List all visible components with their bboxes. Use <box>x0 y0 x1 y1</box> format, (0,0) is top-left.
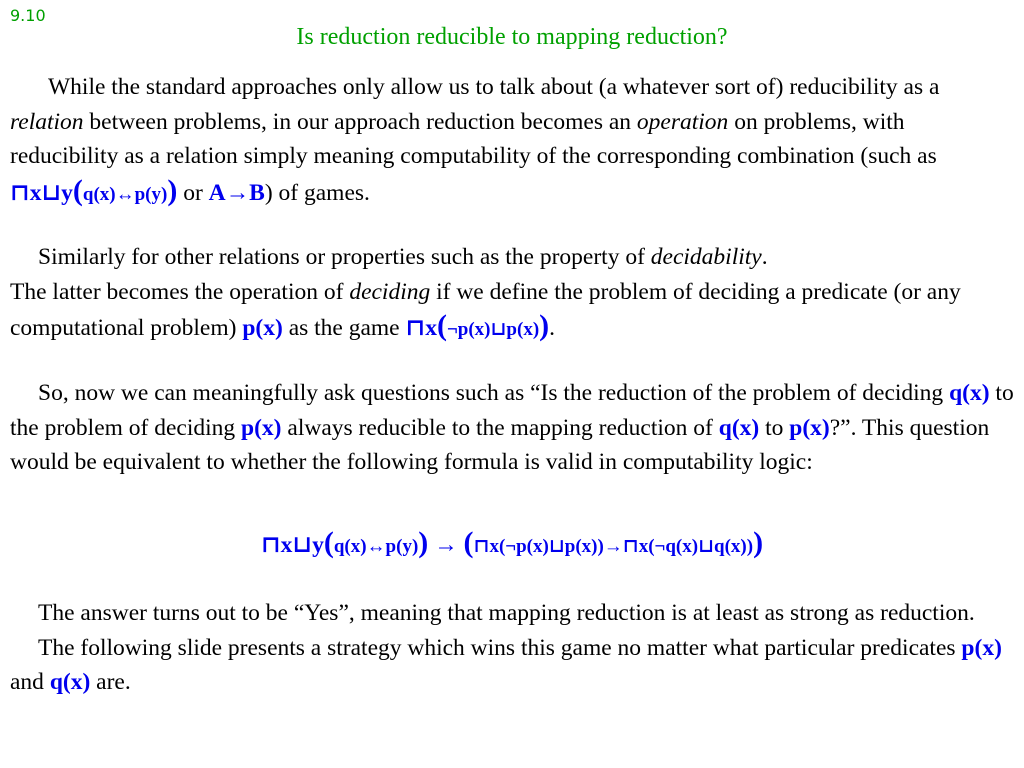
formula-reduction-body: ⊓x(¬p(x)⊔p(x))→⊓x(¬q(x)⊔q(x)) <box>473 536 754 557</box>
p3-text-5: ?”. This question would be equivalent to whether the following formula is valid in computability logic: <box>10 414 990 475</box>
formula-prefix: ⊓x⊔y <box>260 532 324 558</box>
p3-text-2: to the problem of deciding <box>10 380 1014 441</box>
paragraph-decidability <box>10 240 1016 348</box>
p1-formula-reduction-prefix: ⊓x⊔y <box>10 179 73 206</box>
p2-formula-paren-close: ) <box>539 309 550 342</box>
p1-formula-paren-open: ( <box>72 173 83 207</box>
p3-text-3: always reducible to the mapping reduction of <box>281 414 719 441</box>
p1-text-5: ) of games. <box>264 179 370 206</box>
p2-text-3: The latter becomes the operation of <box>10 278 350 305</box>
p2-text-1: Similarly for other relations or properties such as the property of <box>38 244 651 270</box>
p4-formula-q: q(x) <box>49 669 91 695</box>
p2-formula-game-prefix: ⊓x <box>405 315 437 341</box>
p4-text-1: The answer turns out to be “Yes”, meaning that mapping reduction is at least as strong as reduction. <box>38 600 975 626</box>
formula-mapping-body: q(x)↔p(y) <box>333 536 419 557</box>
p3-formula-p: p(x) <box>241 414 282 441</box>
p1-formula-reduction-body: q(x)↔p(y) <box>82 183 168 205</box>
p3-text-4: to <box>759 414 790 441</box>
formula-paren-open-1: ( <box>323 526 334 559</box>
paragraph-question <box>10 376 1016 480</box>
p2-text-6: . <box>549 315 556 341</box>
p1-formula-paren-close: ) <box>167 173 178 207</box>
p2-emphasis-decidability: decidability <box>650 244 762 270</box>
formula-paren-close-1: ) <box>418 526 429 559</box>
p2-text-5: as the game <box>282 315 406 341</box>
p1-text-1: While the standard approaches only allow us to talk about (a whatever sort of) reducibility as a <box>48 74 940 100</box>
p2-text-4: if we define the problem of deciding a predicate (or any computational problem) <box>10 278 961 341</box>
p4-formula-p: p(x) <box>961 634 1002 661</box>
p3-formula-q-2: q(x) <box>718 414 760 441</box>
p1-emphasis-relation: relation <box>10 108 84 135</box>
p2-formula-game-body: ¬p(x)⊔p(x) <box>446 319 540 340</box>
formula-paren-close-2: ) <box>753 526 764 559</box>
p3-formula-q: q(x) <box>949 380 990 406</box>
main-formula <box>0 526 1024 560</box>
paragraph-answer <box>10 596 1016 700</box>
p1-emphasis-operation: operation <box>636 108 729 135</box>
p1-text-2: between problems, in our approach reduction becomes an <box>83 108 637 135</box>
p4-text-3: and <box>10 669 50 695</box>
p3-formula-p-2: p(x) <box>789 414 830 441</box>
slide-number: 9.10 <box>10 6 46 25</box>
p1-formula-a-to-b: A→B <box>208 179 265 206</box>
p2-emphasis-deciding: deciding <box>349 278 431 305</box>
p2-formula-predicate: p(x) <box>242 315 283 341</box>
p1-text-4: or <box>177 179 209 206</box>
p3-text-1: So, now we can meaningfully ask questions such as “Is the reduction of the problem of deciding <box>38 380 950 406</box>
formula-paren-open-2: ( <box>463 526 474 559</box>
p4-text-4: are. <box>90 669 131 695</box>
p2-formula-paren-open: ( <box>436 309 447 342</box>
paragraph-operation-vs-relation <box>10 70 1016 212</box>
slide-title: Is reduction reducible to mapping reduction? <box>296 24 728 50</box>
p1-text-3: on problems, with reducibility as a relation simply meaning computability of the corresponding combination (such as <box>10 108 937 169</box>
formula-arrow: → <box>428 532 464 558</box>
p2-text-2: . <box>761 244 768 270</box>
p4-text-2: The following slide presents a strategy which wins this game no matter what particular predicates <box>38 634 962 661</box>
